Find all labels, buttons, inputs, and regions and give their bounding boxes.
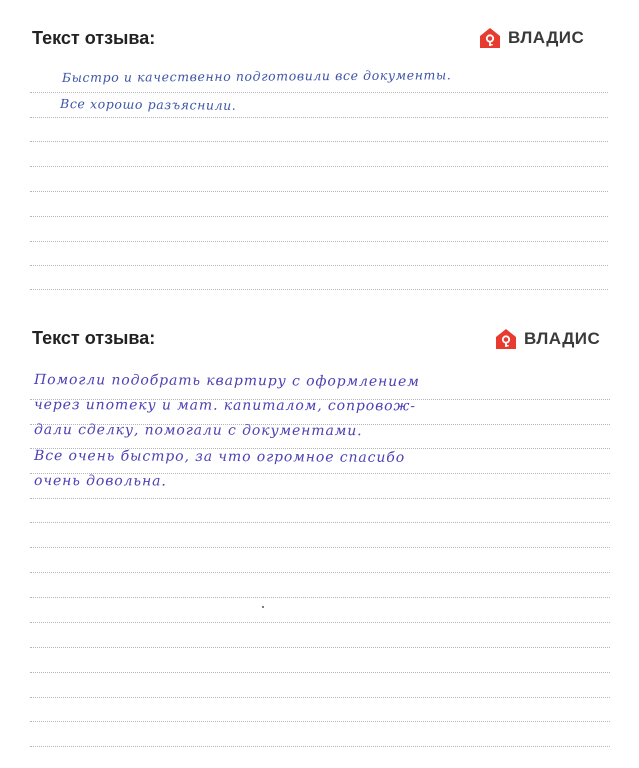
ruled-line <box>30 498 610 499</box>
paper-speck <box>262 606 264 608</box>
ruled-line <box>30 289 608 290</box>
ruled-line <box>30 191 608 192</box>
ruled-line <box>30 746 610 747</box>
brand-logo <box>495 328 600 350</box>
brand-name: ВЛАДИС <box>508 28 585 47</box>
ruled-line <box>30 166 608 167</box>
handwritten-line: Быстро и качественно подготовили все документы. <box>61 67 452 85</box>
ruled-line <box>30 216 608 217</box>
brand-logo <box>479 27 584 49</box>
handwritten-line: Помогли подобрать квартиру с оформлением <box>34 372 420 391</box>
review-section-1 <box>0 0 639 300</box>
review-title: Текст отзыва: <box>32 28 156 48</box>
ruled-line <box>30 92 608 93</box>
ruled-line <box>30 522 610 523</box>
brand-name: ВЛАДИС <box>524 329 601 348</box>
ruled-line <box>30 721 610 722</box>
ruled-line <box>30 697 610 698</box>
ruled-line <box>30 647 610 648</box>
ruled-line <box>30 265 608 266</box>
house-key-icon <box>495 328 517 350</box>
ruled-line <box>30 117 608 118</box>
ruled-line <box>30 547 610 548</box>
ruled-line <box>30 672 610 673</box>
ruled-line <box>30 241 608 242</box>
ruled-line <box>30 622 610 623</box>
handwritten-line: Все очень быстро, за что огромное спасибо <box>34 448 406 466</box>
review-section-2 <box>0 300 639 768</box>
handwritten-line: через ипотеку и мат. капиталом, сопровож- <box>34 397 416 415</box>
house-key-icon <box>479 27 501 49</box>
ruled-line <box>30 597 610 598</box>
handwritten-line: Все хорошо разъяснили. <box>60 96 237 113</box>
handwritten-line: дали сделку, помогали с документами. <box>34 422 363 440</box>
ruled-line <box>30 572 610 573</box>
handwritten-line: очень довольна. <box>34 473 167 490</box>
review-title: Текст отзыва: <box>32 328 156 348</box>
ruled-line <box>30 141 608 142</box>
